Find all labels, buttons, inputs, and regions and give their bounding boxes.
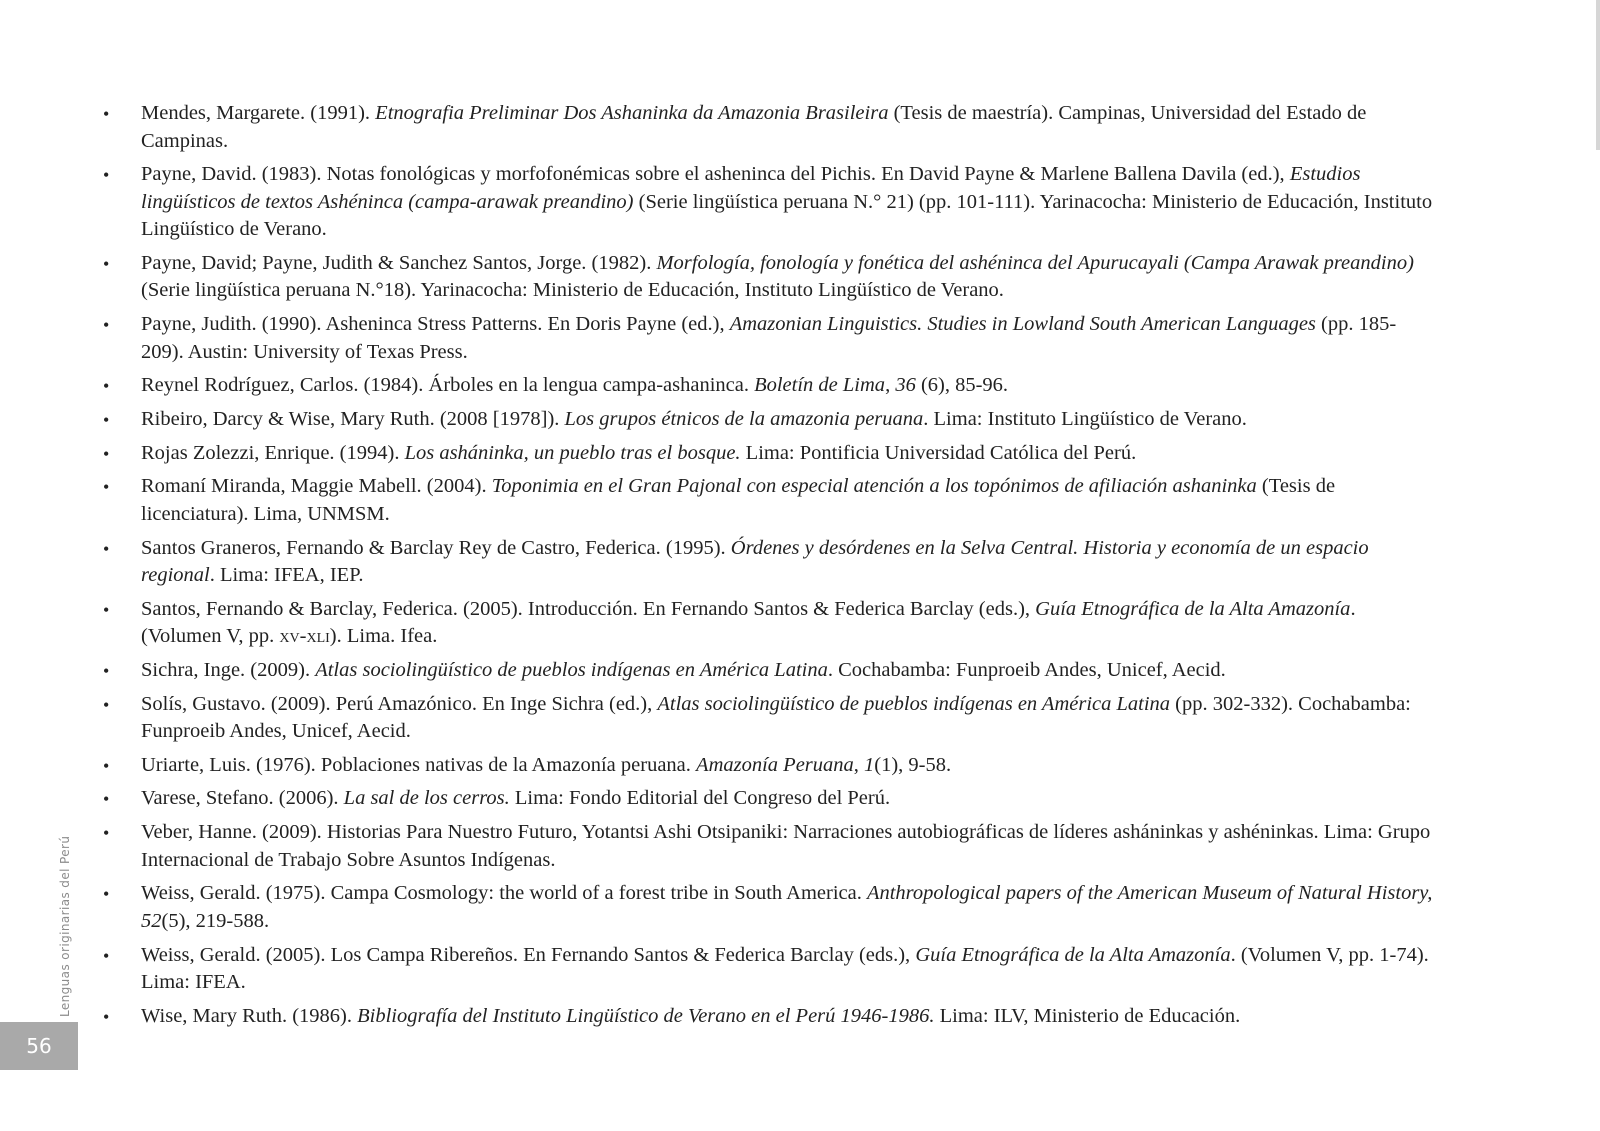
- reference-smallcaps: xv-xli: [279, 625, 330, 648]
- reference-text: [141, 537, 1369, 587]
- reference-title: Guía Etnográfica de la Alta Amazonía: [915, 943, 1231, 966]
- reference-item: [103, 880, 1435, 935]
- reference-text: [141, 102, 1366, 152]
- reference-segment: Santos, Fernando & Barclay, Federica. (2005). Introducción. En Fernando Santos & Federica Barclay (eds.),: [141, 597, 1036, 620]
- bullet-icon: •: [103, 165, 110, 186]
- reference-segment: Lima: ILV, Ministerio de Educación.: [934, 1004, 1241, 1027]
- bullet-icon: •: [103, 945, 110, 966]
- reference-item: [103, 250, 1435, 305]
- reference-segment: ). Lima. Ifea.: [329, 625, 438, 648]
- reference-segment: . Cochabamba: Funproeib Andes, Unicef, Aecid.: [827, 658, 1226, 681]
- bullet-icon: •: [103, 789, 110, 810]
- reference-title: Etnografia Preliminar Dos Ashaninka da Amazonia Brasileira: [375, 102, 889, 124]
- page-edge-rule: [1596, 0, 1600, 150]
- reference-segment: Weiss, Gerald. (1975). Campa Cosmology: the world of a forest tribe in South America.: [141, 882, 867, 905]
- reference-segment: (Tesis de licenciatura). Lima, UNMSM.: [141, 475, 1336, 525]
- reference-item: [103, 657, 1435, 685]
- reference-text: [141, 882, 1432, 932]
- bullet-icon: •: [103, 104, 110, 124]
- reference-item: [103, 1003, 1435, 1031]
- page-number: 56: [0, 1022, 78, 1070]
- bullet-icon: •: [103, 409, 110, 430]
- reference-text: [141, 821, 1430, 871]
- reference-title: Los asháninka, un pueblo tras el bosque.: [404, 441, 741, 464]
- reference-item: [103, 596, 1435, 651]
- reference-segment: Santos Graneros, Fernando & Barclay Rey de Castro, Federica. (1995).: [141, 536, 731, 559]
- reference-segment: (5), 219-588.: [161, 909, 270, 932]
- reference-segment: Rojas Zolezzi, Enrique. (1994).: [141, 441, 405, 464]
- reference-title: Atlas sociolingüístico de pueblos indígenas en América Latina: [315, 658, 828, 681]
- reference-title: Amazonía Peruana: [696, 753, 854, 776]
- bullet-icon: •: [103, 477, 110, 498]
- reference-segment: Payne, Judith. (1990). Asheninca Stress Patterns. En Doris Payne (ed.),: [141, 313, 730, 336]
- bullet-icon: •: [103, 694, 110, 715]
- reference-title: Anthropological papers of the American Museum of Natural History, 52: [141, 882, 1433, 932]
- reference-text: [141, 598, 1356, 648]
- reference-segment: Weiss, Gerald. (2005). Los Campa Ribereños. En Fernando Santos & Federica Barclay (eds.),: [141, 943, 916, 966]
- bullet-icon: •: [103, 1006, 110, 1027]
- reference-title: Toponimia en el Gran Pajonal con especial atención a los topónimos de afiliación ashaninka: [491, 475, 1257, 498]
- reference-title: Los grupos étnicos de la amazonia peruana: [564, 407, 924, 430]
- running-head: Lenguas originarias del Perú: [58, 835, 72, 1017]
- reference-segment: Payne, David. (1983). Notas fonológicas y morfofonémicas sobre el asheninca del Pichis. En David Payne & Marlene Ballena Davila (ed.),: [141, 163, 1290, 186]
- reference-segment: Lima: Pontificia Universidad Católica del Perú.: [740, 441, 1137, 464]
- reference-segment: Payne, David; Payne, Judith & Sanchez Santos, Jorge. (1982).: [141, 251, 657, 274]
- reference-text: [141, 408, 1247, 430]
- reference-item: [103, 406, 1435, 434]
- bullet-icon: •: [103, 538, 110, 559]
- reference-segment: Solís, Gustavo. (2009). Perú Amazónico. En Inge Sichra (ed.),: [141, 692, 658, 715]
- reference-text: [141, 944, 1429, 994]
- reference-title: Amazonian Linguistics. Studies in Lowland South American Languages: [729, 313, 1316, 336]
- reference-text: [141, 787, 890, 809]
- reference-item: [103, 372, 1435, 400]
- reference-list: [103, 100, 1435, 1036]
- bullet-icon: •: [103, 823, 110, 844]
- reference-segment: Mendes, Margarete. (1991).: [141, 102, 376, 124]
- reference-segment: (Tesis de maestría). Campinas, Universidad del Estado de Campinas.: [141, 102, 1367, 152]
- reference-segment: Reynel Rodríguez, Carlos. (1984). Árboles en la lengua campa-ashaninca.: [141, 374, 755, 397]
- reference-segment: Romaní Miranda, Maggie Mabell. (2004).: [141, 475, 492, 498]
- reference-segment: (Serie lingüística peruana N.° 21) (pp. 101-111). Yarinacocha: Ministerio de Educación, Instituto Lingüístico de Verano.: [141, 190, 1433, 241]
- reference-text: [141, 693, 1411, 743]
- reference-text: [141, 252, 1414, 302]
- bullet-icon: •: [103, 884, 110, 905]
- reference-item: [103, 785, 1435, 813]
- reference-item: [103, 691, 1435, 746]
- reference-title: 36: [895, 374, 916, 397]
- reference-text: [141, 475, 1335, 525]
- reference-segment: (pp. 302-332). Cochabamba: Funproeib Andes, Unicef, Aecid.: [141, 692, 1411, 743]
- reference-segment: Varese, Stefano. (2006).: [141, 787, 344, 810]
- bullet-icon: •: [103, 599, 110, 620]
- reference-title: Guía Etnográfica de la Alta Amazonía: [1035, 597, 1351, 620]
- reference-title: Órdenes y desórdenes en la Selva Central. Historia y economía de un espacio regional: [141, 536, 1369, 586]
- reference-text: [141, 374, 1008, 396]
- reference-item: [103, 535, 1435, 590]
- reference-item: [103, 100, 1435, 155]
- reference-text: [141, 313, 1396, 363]
- reference-segment: Uriarte, Luis. (1976). Poblaciones nativas de la Amazonía peruana.: [141, 753, 697, 776]
- reference-item: [103, 311, 1435, 366]
- reference-item: [103, 440, 1435, 468]
- reference-item: [103, 161, 1435, 244]
- reference-segment: . (Volumen V, pp. 1-74). Lima: IFEA.: [141, 943, 1429, 993]
- reference-title: 1: [864, 753, 875, 776]
- reference-item: [103, 752, 1435, 780]
- reference-text: [141, 659, 1226, 681]
- reference-segment: ,: [853, 753, 865, 776]
- reference-text: [141, 442, 1136, 464]
- reference-segment: (1), 9-58.: [874, 753, 952, 776]
- reference-title: Atlas sociolingüístico de pueblos indígenas en América Latina: [657, 692, 1171, 715]
- bullet-icon: •: [103, 755, 110, 776]
- reference-segment: Ribeiro, Darcy & Wise, Mary Ruth. (2008 [1978]).: [141, 407, 565, 430]
- reference-segment: (6), 85-96.: [915, 374, 1009, 397]
- reference-segment: . Lima: Instituto Lingüístico de Verano.: [923, 407, 1247, 430]
- reference-segment: Wise, Mary Ruth. (1986).: [141, 1004, 358, 1027]
- bullet-icon: •: [103, 253, 110, 274]
- reference-segment: Lima: Fondo Editorial del Congreso del Perú.: [509, 787, 891, 810]
- reference-segment: ,: [885, 374, 896, 397]
- bullet-icon: •: [103, 315, 110, 336]
- reference-title: Boletín de Lima: [754, 374, 886, 397]
- reference-segment: (Serie lingüística peruana N.°18). Yarinacocha: Ministerio de Educación, Instituto Lingüístico de Verano.: [141, 279, 1004, 302]
- reference-title: La sal de los cerros.: [343, 787, 510, 810]
- reference-text: [141, 754, 951, 776]
- reference-segment: . (Volumen V, pp.: [141, 597, 1356, 648]
- reference-segment: Sichra, Inge. (2009).: [141, 658, 316, 681]
- bullet-icon: •: [103, 660, 110, 681]
- reference-text: [141, 1005, 1240, 1027]
- reference-text: [141, 163, 1432, 240]
- reference-item: [103, 819, 1435, 874]
- reference-segment: . Lima: IFEA, IEP.: [209, 564, 364, 586]
- bullet-icon: •: [103, 443, 110, 464]
- reference-segment: (pp. 185-209). Austin: University of Texas Press.: [141, 313, 1397, 363]
- reference-title: Morfología, fonología y fonética del ashéninca del Apurucayali (Campa Arawak preandino): [656, 251, 1414, 274]
- reference-item: [103, 473, 1435, 528]
- reference-item: [103, 942, 1435, 997]
- reference-title: Bibliografía del Instituto Lingüístico de Verano en el Perú 1946-1986.: [357, 1004, 935, 1027]
- reference-title: Estudios lingüísticos de textos Ashéninca (campa-arawak preandino): [141, 163, 1361, 213]
- reference-segment: Veber, Hanne. (2009). Historias Para Nuestro Futuro, Yotantsi Ashi Otsipaniki: Narraciones autobiográficas de líderes asháninkas y ashéninkas. Lima: Grupo Internacional de Trabajo Sobre Asuntos Indígenas.: [141, 821, 1431, 871]
- bullet-icon: •: [103, 376, 110, 397]
